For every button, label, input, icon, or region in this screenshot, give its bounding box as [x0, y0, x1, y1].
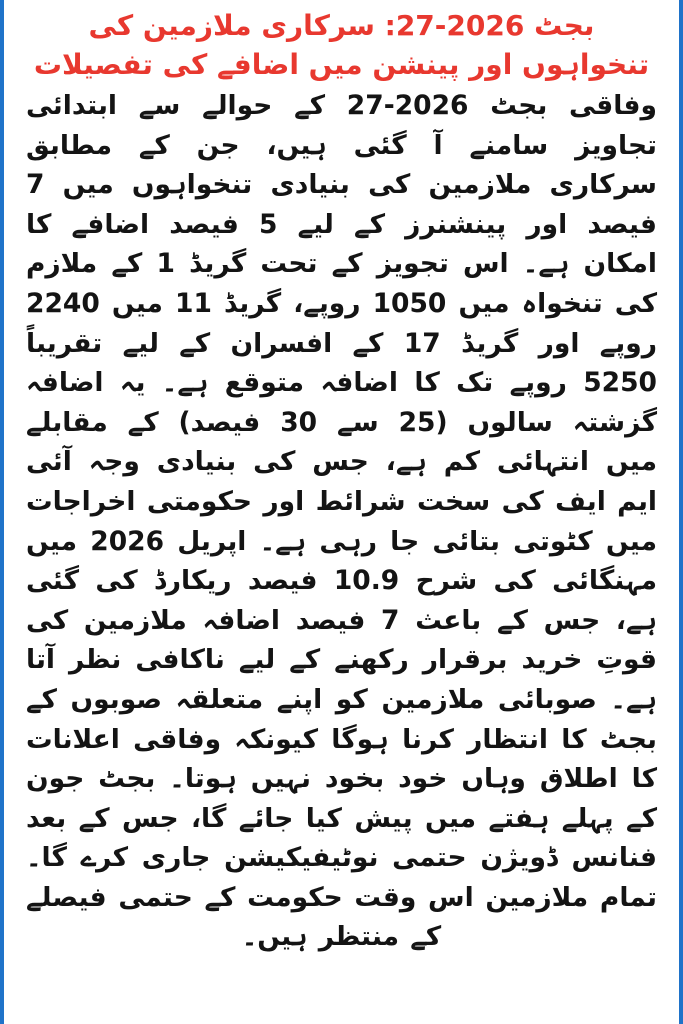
- article-card: [4, 0, 679, 1024]
- article-title: بجٹ 2026-27: سرکاری ملازمین کی تنخواہوں اور پینشن میں اضافے کی تفصیلات: [33, 9, 650, 81]
- article-body: وفاقی بجٹ 2026-27 کے حوالے سے ابتدائی تجاویز سامنے آ گئی ہیں، جن کے مطابق سرکاری ملازمین کی بنیادی تنخواہوں میں 7 فیصد اور پینشنرز کے لیے 5 فیصد اضافے کا امکان ہے۔ اس تجویز کے تحت گریڈ 1 کے ملازم کی تنخواہ میں 1050 روپے، گریڈ 11 میں 2240 روپے اور گریڈ 17 کے افسران کے لیے تقریباً 5250 روپے تک کا اضافہ متوقع ہے۔ یہ اضافہ گزشتہ سالوں (25 سے 30 فیصد) کے مقابلے میں انتہائی کم ہے، جس کی بنیادی وجہ آئی ایم ایف کی سخت شرائط اور حکومتی اخراجات میں کٹوتی بتائی جا رہی ہے۔ اپریل 2026 میں مہنگائی کی شرح 10.9 فیصد ریکارڈ کی گئی ہے، جس کے باعث 7 فیصد اضافہ ملازمین کی قوتِ خرید برقرار رکھنے کے لیے ناکافی نظر آتا ہے۔ صوبائی ملازمین کو اپنے متعلقہ صوبوں کے بجٹ کا انتظار کرنا ہوگا کیونکہ وفاقی اعلانات کا اطلاق وہاں خود بخود نہیں ہوتا۔ بجٹ جون کے پہلے ہفتے میں پیش کیا جائے گا، جس کے بعد فنانس ڈویژن حتمی نوٹیفیکیشن جاری کرے گا۔ تمام ملازمین اس وقت حکومت کے حتمی فیصلے کے منتظر ہیں۔: [26, 90, 658, 953]
